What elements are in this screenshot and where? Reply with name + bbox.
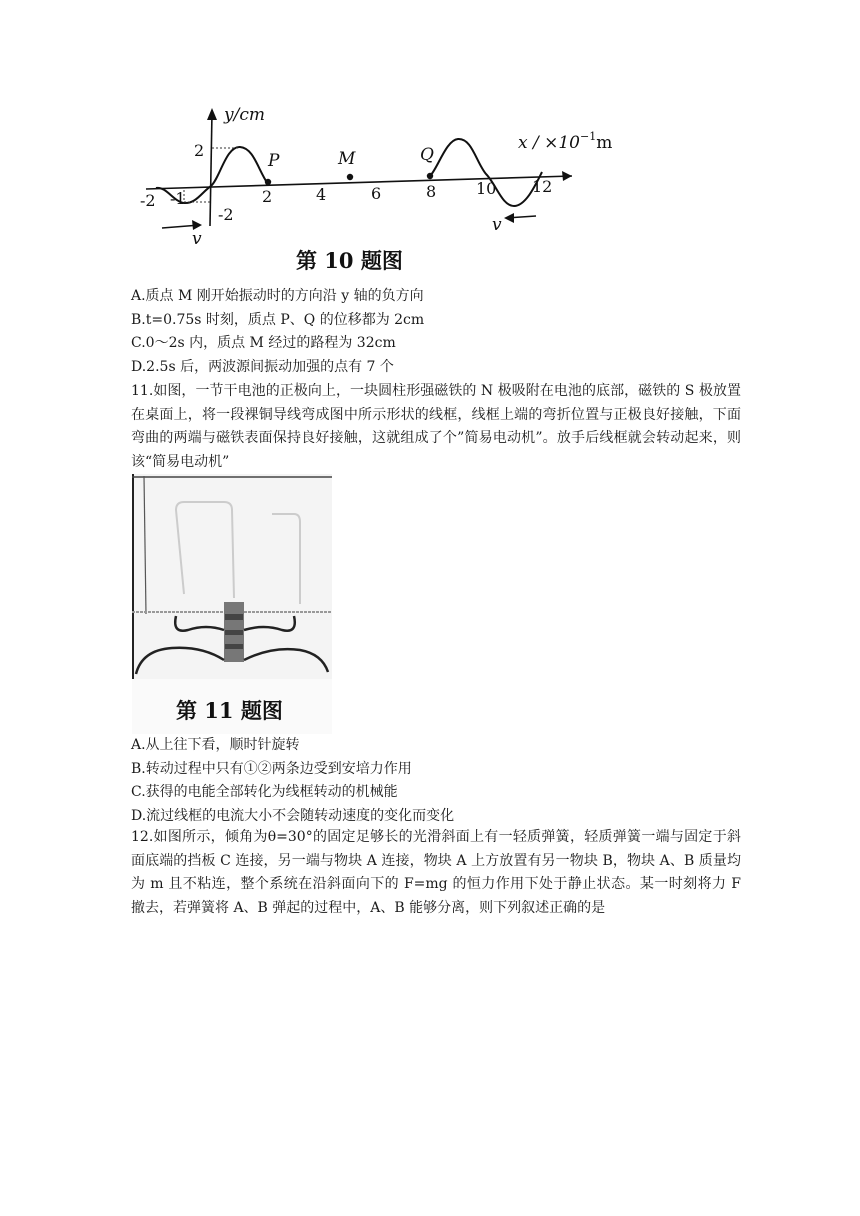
x-axis-label-main: x / ×10 xyxy=(518,133,580,153)
point-m-dot xyxy=(347,174,353,180)
tick-label: -2 xyxy=(140,191,156,210)
x-axis-label-exp: −1 xyxy=(580,130,597,143)
tick-label: 2 xyxy=(262,187,273,206)
tick-label: 6 xyxy=(371,184,382,203)
tick-label: 4 xyxy=(316,185,327,204)
q10-option-c: C.0～2s 内，质点 M 经过的路程为 32cm xyxy=(131,335,396,352)
figure-10-wave-diagram xyxy=(140,98,620,278)
q11-stem: 11.如图，一节干电池的正极向上，一块圆柱形强磁铁的 N 极吸附在电池的底部，磁铁的 S 极放置在桌面上，将一段裸铜导线弯成图中所示形状的线框，线框上端的弯折位置与正极良好接触，下面弯曲的两端与磁铁表面保持良好接触，这就组成了个”简易电动机”。放手后线框就会转动起来，则该“简易电动机” xyxy=(131,383,741,470)
q10-option-d: D.2.5s 后，两波源间振动加强的点有 7 个 xyxy=(131,358,394,375)
velocity-label-right: v xyxy=(492,215,502,235)
tick-label: -1 xyxy=(170,189,186,208)
q11-option-a: A.从上往下看，顺时针旋转 xyxy=(131,737,300,753)
point-p-dot xyxy=(265,179,271,185)
q11-option-d: D.流过线框的电流大小不会随转动速度的变化而变化 xyxy=(131,807,455,824)
tick-label: 12 xyxy=(532,177,553,196)
point-p-label: P xyxy=(268,151,280,171)
tick-label: 8 xyxy=(426,182,437,201)
velocity-label-left: v xyxy=(192,229,202,249)
point-q-dot xyxy=(427,173,433,179)
figure-10-caption: 第 10 题图 xyxy=(296,248,403,273)
x-axis-label xyxy=(518,130,612,153)
tick-label: 10 xyxy=(476,179,497,198)
x-axis-label-unit: m xyxy=(596,133,613,153)
point-q-label: Q xyxy=(420,145,434,165)
q11-options xyxy=(131,735,741,826)
figure-11-caption: 第 11 题图 xyxy=(176,698,283,723)
y-bottom-label: -2 xyxy=(218,205,234,224)
q10-option-b: B.t=0.75s 时刻，质点 P、Q 的位移都为 2cm xyxy=(131,311,425,328)
y-top-label: 2 xyxy=(194,141,205,160)
y-axis xyxy=(210,112,212,226)
q10-options xyxy=(131,286,741,377)
figure-11-motor-photo xyxy=(132,474,332,734)
q11-option-b: B.转动过程中只有①②两条边受到安培力作用 xyxy=(131,760,412,777)
point-m-label: M xyxy=(338,149,356,169)
q11-option-c: C.获得的电能全部转化为线框转动的机械能 xyxy=(131,784,398,801)
x-axis-arrow xyxy=(562,171,572,181)
y-axis-arrow xyxy=(207,108,217,120)
velocity-arrowhead-right xyxy=(504,213,514,223)
y-axis-label: y/cm xyxy=(224,105,265,125)
q10-option-a: A.质点 M 刚开始振动时的方向沿 y 轴的负方向 xyxy=(131,288,424,304)
q12-stem: 12.如图所示，倾角为θ=30°的固定足够长的光滑斜面上有一轻质弹簧，轻质弹簧一端与固定于斜面底端的挡板 C 连接，另一端与物块 A 连接，物块 A 上方放置有另一物块 B，物块 A、B 质量均为 m 且不粘连，整个系统在沿斜面向下的 F=mg 的恒力作用下处于静止状态。某一时刻将力 F 撤去，若弹簧将 A、B 弹起的过程中，A、B 能够分离，则下列叙述正确的是 xyxy=(131,829,741,916)
